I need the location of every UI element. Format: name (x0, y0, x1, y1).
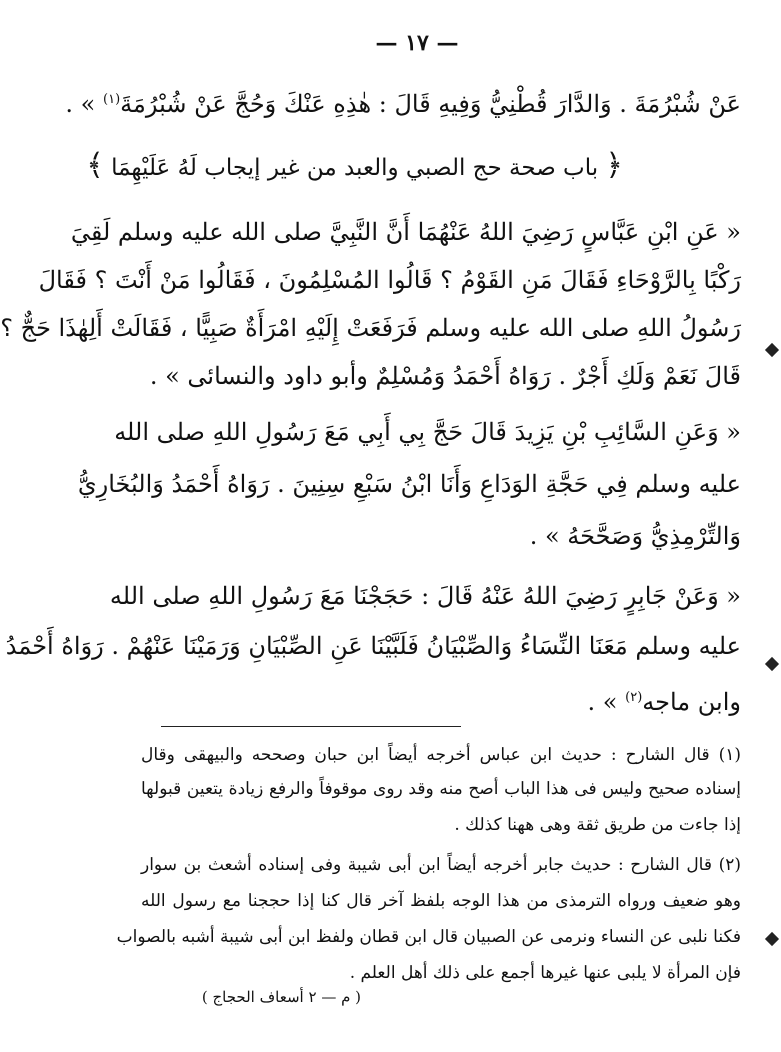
signature-mark: ( م — ٢ أسعاف الحجاج ) (201, 988, 361, 1006)
footnote2-line: فكنا نلبى عن النساء ونرمى عن الصبيان قال ابن قطان ولفظ ابن أبى شيبة أشبه بالصواب (116, 927, 741, 947)
bracket-open: ﴿ (605, 148, 623, 183)
chapter-heading (86, 144, 623, 190)
footnote1-line: (١) قال الشارح : حديث ابن عباس أخرجه أيضاً ابن حبان وصححه والبيهقى وقال (141, 745, 741, 765)
hadith1-line: رَكْبًا بِالرَّوْحَاءِ فَقَالَ مَنِ القَوْمُ ؟ قَالُوا المُسْلِمُونَ ، فَقَالُوا مَنْ أَنْتَ ؟ فَقَالَ (38, 266, 741, 294)
hadith2-line: عليه وسلم فِي حَجَّةِ الوَدَاعِ وَأَنَا ابْنُ سَبْعِ سِنِينَ . رَوَاهُ أَحْمَدُ وَالبُخَارِيُّ (77, 470, 741, 498)
intro-line (65, 78, 741, 124)
hadith1-line: رَسُولُ اللهِ صلى الله عليه وسلم فَرَفَعَتْ إِلَيْهِ امْرَأَةٌ صَبِيًّا ، فَقَالَتْ أَلِهٰذَا حَجٌّ ؟ (0, 314, 741, 342)
hadith3-last-text: وابن ماجه (642, 688, 741, 716)
intro-text: عَنْ شُبْرُمَةَ . وَالدَّارَ قُطْنِيُّ وَفِيهِ قَالَ : هٰذِهِ عَنْكَ وَحُجَّ عَنْ شُبْرُمَةَ (120, 90, 741, 118)
margin-mark (765, 657, 779, 671)
margin-mark (765, 343, 779, 357)
margin-mark (765, 932, 779, 946)
hadith3-last-line (141, 676, 741, 722)
footnote2-line: (٢) قال الشارح : حديث جابر أخرجه أيضاً ابن أبى شيبة وفى إسناده أشعث بن سوار (141, 855, 741, 875)
page-number: — ١٧ — (375, 30, 459, 56)
bracket-close: ﴾ (86, 148, 104, 183)
hadith3-end: » . (587, 688, 618, 716)
footnote-separator (161, 726, 461, 727)
footnote1-line: إسناده صحيح وليس فى هذا الباب أصح منه وقد روى موقوفاً والرفع زيادة يتعين قبولها (141, 779, 741, 799)
footnote-ref-1[interactable]: (١) (103, 92, 121, 107)
chapter-title: باب صحة حج الصبي والعبد من غير إيجاب لَهُ عَلَيْهِمَا (111, 155, 599, 181)
intro-end: » . (65, 90, 96, 118)
footnote2-line: فإن المرأة لا يلبى عنها غيرها أجمع على ذلك أهل العلم . (349, 963, 741, 983)
hadith1-line: « عَنِ ابْنِ عَبَّاسٍ رَضِيَ اللهُ عَنْهُمَا أَنَّ النَّبِيَّ صلى الله عليه وسلم لَقِيَ (70, 218, 741, 246)
footnote-ref-2[interactable]: (٢) (625, 690, 643, 705)
hadith3-line: « وَعَنْ جَابِرٍ رَضِيَ اللهُ عَنْهُ قَالَ : حَجَجْنَا مَعَ رَسُولِ اللهِ صلى الله (109, 582, 741, 610)
hadith1-line: قَالَ نَعَمْ وَلَكِ أَجْرٌ . رَوَاهُ أَحْمَدُ وَمُسْلِمٌ وأبو داود والنسائى » . (149, 362, 741, 390)
footnote2-line: وهو ضعيف ورواه الترمذى من هذا الوجه بلفظ آخر قال كنا إذا حججنا مع رسول الله (141, 891, 741, 911)
hadith2-line: وَالتِّرْمِذِيُّ وَصَحَّحَهُ » . (529, 522, 741, 550)
hadith2-line: « وَعَنِ السَّائِبِ بْنِ يَزِيدَ قَالَ حَجَّ بِي أَبِي مَعَ رَسُولِ اللهِ صلى الله (114, 418, 741, 446)
footnote1-line: إذا جاءت من طريق ثقة وهى ههنا كذلك . (454, 815, 741, 835)
hadith3-line: عليه وسلم مَعَنَا النِّسَاءُ وَالصِّبْيَانُ فَلَبَّيْنَا عَنِ الصِّبْيَانِ وَرَمَيْنَا عَنْهُمْ . رَوَاهُ أَحْمَدُ (5, 632, 741, 660)
